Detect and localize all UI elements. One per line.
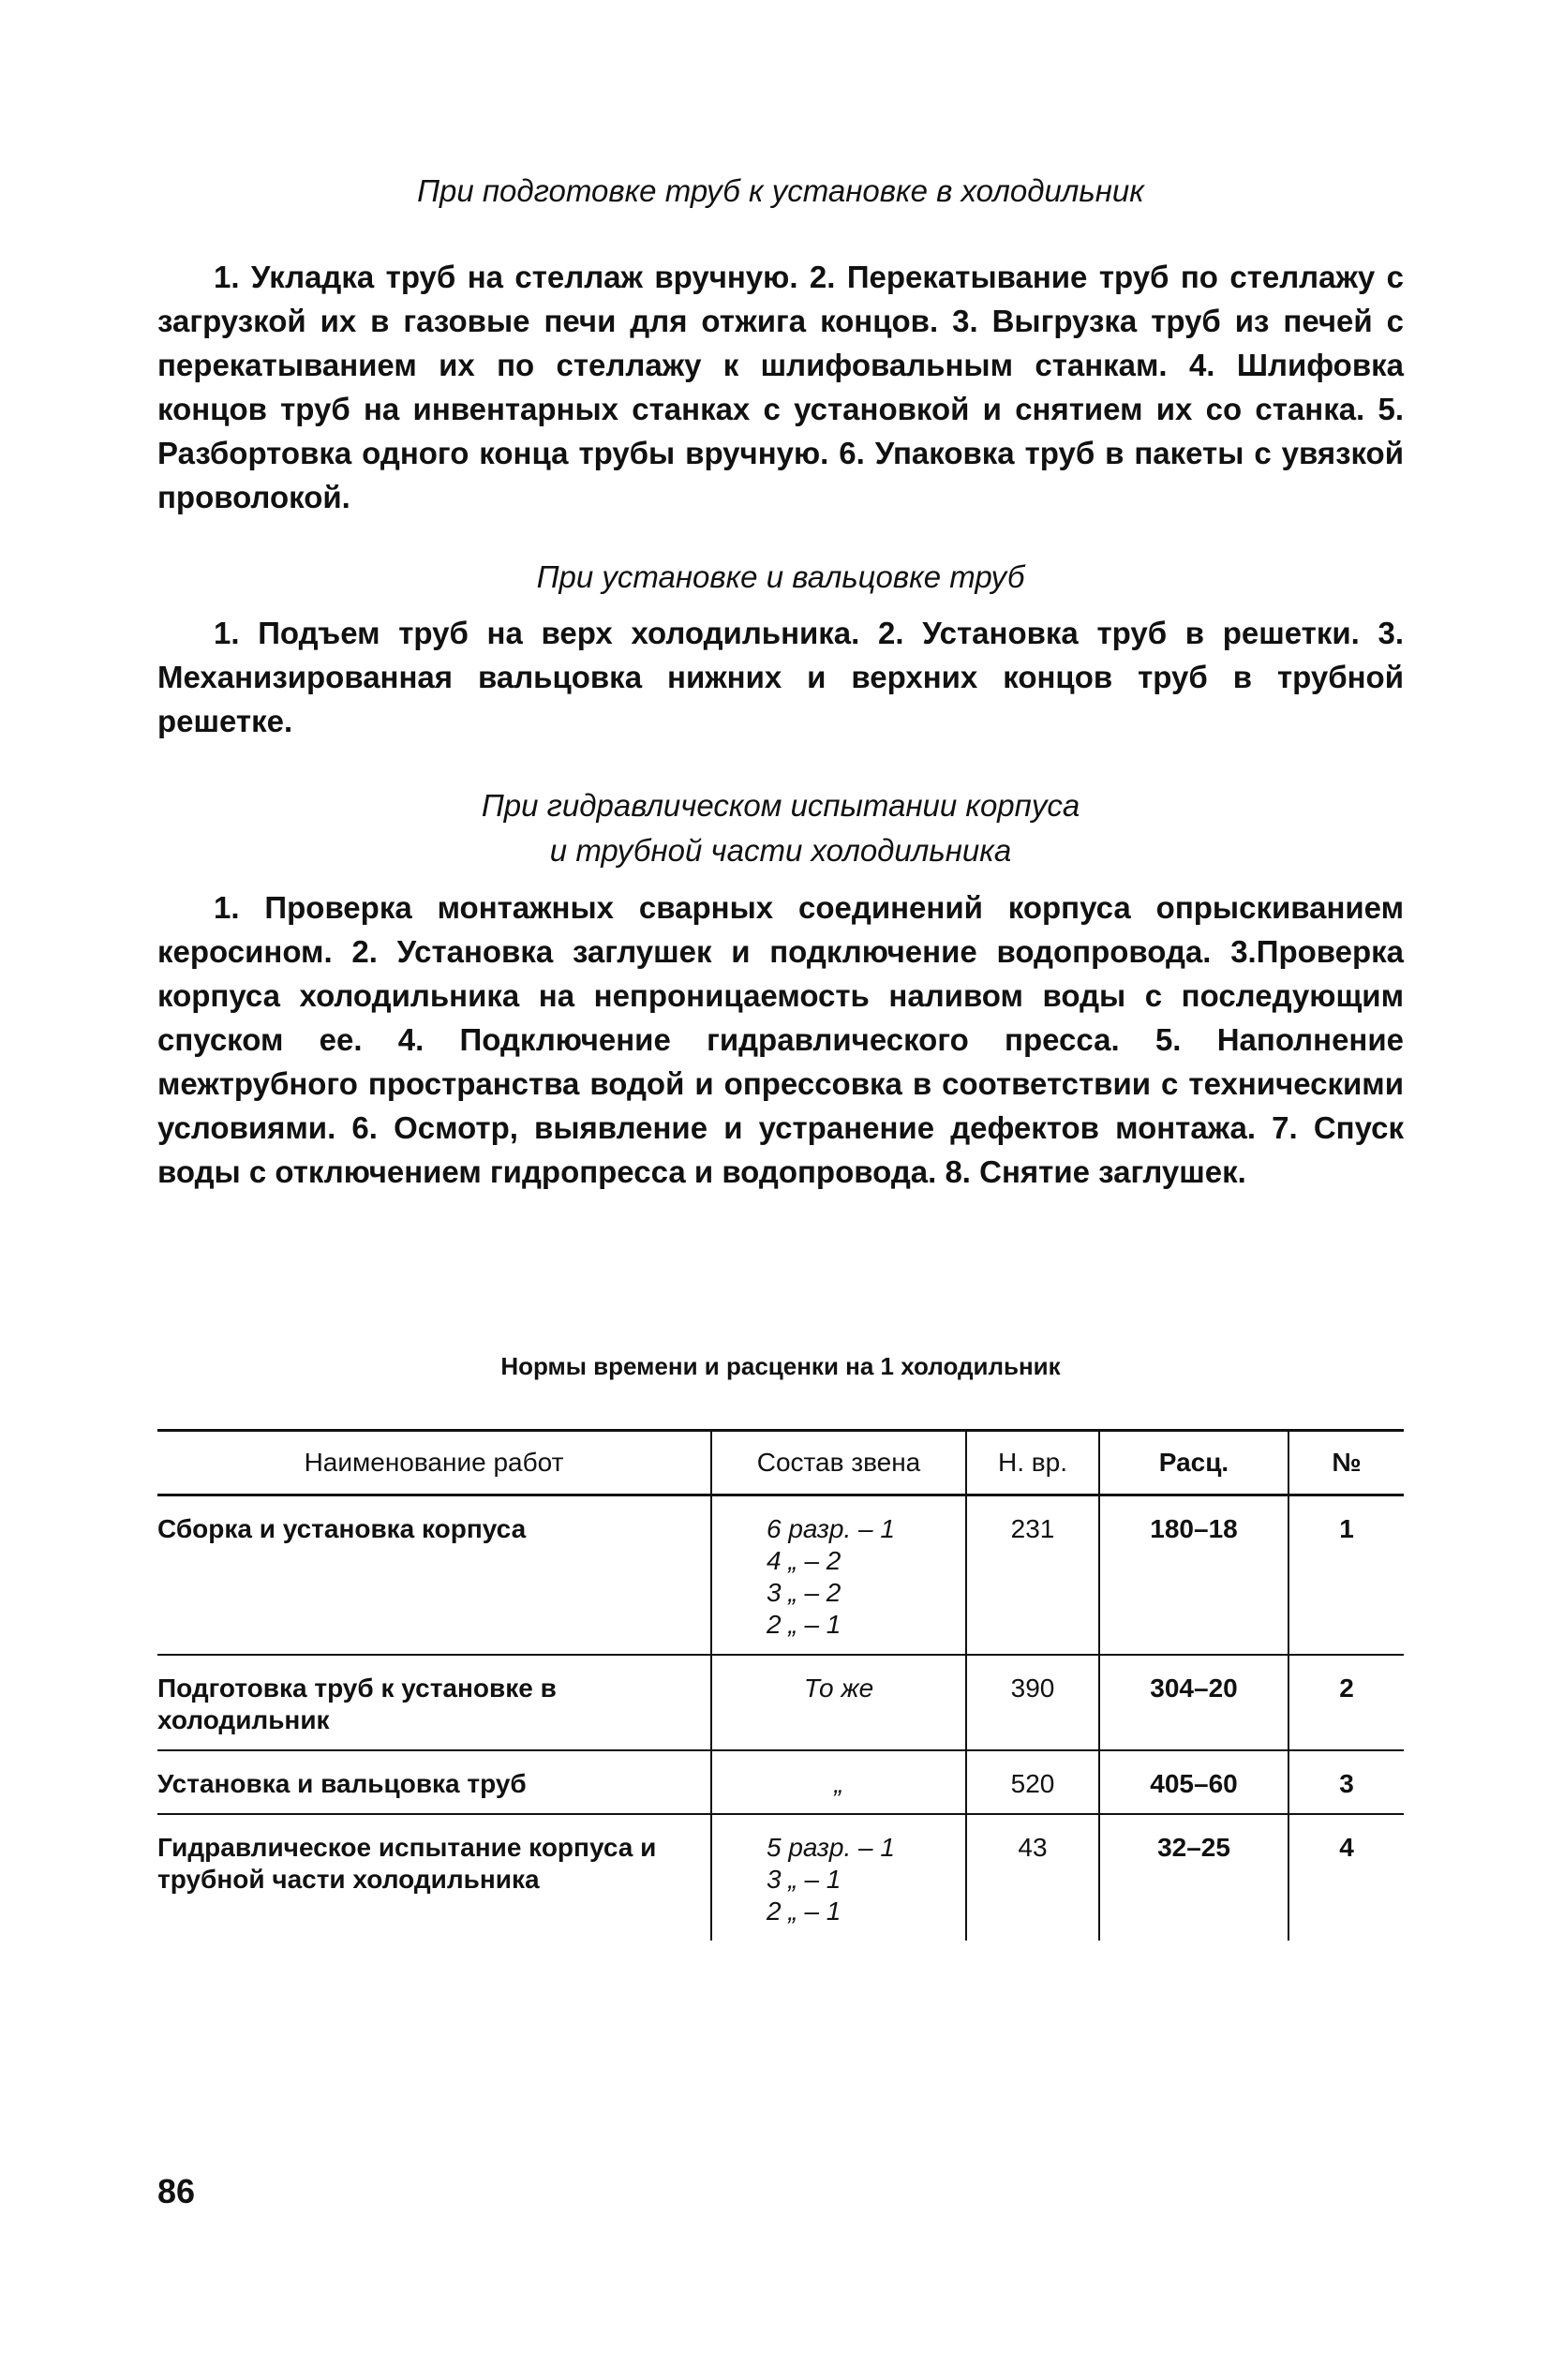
row-3-crew	[711, 1750, 966, 1814]
section-2-text	[157, 611, 1404, 743]
row-2-rate: 304–20	[1099, 1655, 1288, 1750]
row-1-num: 1	[1288, 1495, 1404, 1656]
section-3-text	[157, 885, 1404, 1194]
row-4-crew	[711, 1814, 966, 1941]
header-name: Наименование работ	[157, 1431, 711, 1495]
header-rate: Расц.	[1099, 1431, 1288, 1495]
table-header-row	[157, 1431, 1404, 1495]
section-2-heading	[157, 555, 1404, 600]
crew-line: 4 „ – 2	[767, 1546, 842, 1575]
row-2-norm: 390	[966, 1655, 1099, 1750]
header-num: №	[1288, 1431, 1404, 1495]
row-2-crew	[711, 1655, 966, 1750]
crew-line: 2 „ – 1	[767, 1610, 842, 1639]
row-3-name: Установка и вальцовка труб	[157, 1750, 711, 1814]
page-number: 86	[157, 2172, 196, 2210]
table-title: Нормы времени и расценки на 1 холодильник	[500, 1352, 1061, 1380]
row-2-name: Подготовка труб к установке в холодильник	[157, 1655, 711, 1750]
section-1-text-body: 1. Укладка труб на стеллаж вручную. 2. Перекатывание труб по стеллажу с загрузкой их в газовые печи для отжига концов. 3. Выгрузка труб из печей с перекатыванием их по стеллажу к шлифовальным станкам. 4. Шлифовка концов труб на инвентарных станках с установкой и снятием их со станка. 5. Разбортовка одного конца трубы вручную. 6. Упаковка труб в пакеты с увязкой проволокой.	[157, 260, 1404, 514]
crew-line: 3 „ – 1	[767, 1865, 842, 1894]
header-crew: Состав звена	[711, 1431, 966, 1495]
table-row	[157, 1814, 1404, 1941]
norms-table	[157, 1429, 1404, 1941]
table-row	[157, 1655, 1404, 1750]
table-row	[157, 1495, 1404, 1656]
section-1-text	[157, 255, 1404, 519]
section-3-heading	[157, 783, 1404, 873]
crew-line: 3 „ – 2	[767, 1578, 842, 1607]
header-norm: Н. вр.	[966, 1431, 1099, 1495]
section-1-heading	[157, 169, 1404, 214]
row-3-rate: 405–60	[1099, 1750, 1288, 1814]
section-3-heading-line-1: При гидравлическом испытании корпуса	[481, 788, 1080, 823]
row-4-rate: 32–25	[1099, 1814, 1288, 1941]
crew-line: 5 разр. – 1	[767, 1833, 895, 1862]
section-2-text-body: 1. Подъем труб на верх холодильника. 2. Установка труб в решетки. 3. Механизированная вальцовка нижних и верхних концов труб в трубной решетке.	[157, 616, 1404, 738]
row-1-name: Сборка и установка корпуса	[157, 1495, 711, 1656]
crew-line: 2 „ – 1	[767, 1897, 842, 1926]
crew-line: 6 разр. – 1	[767, 1514, 895, 1543]
row-4-num: 4	[1288, 1814, 1404, 1941]
crew-line: „	[834, 1769, 843, 1798]
crew-line: То же	[803, 1673, 874, 1703]
row-4-norm: 43	[966, 1814, 1099, 1941]
section-2-heading-line: При установке и вальцовке труб	[536, 559, 1025, 594]
row-3-num: 3	[1288, 1750, 1404, 1814]
row-3-norm: 520	[966, 1750, 1099, 1814]
row-1-rate: 180–18	[1099, 1495, 1288, 1656]
row-1-crew	[711, 1495, 966, 1656]
table-row	[157, 1750, 1404, 1814]
section-1-heading-line: При подготовке труб к установке в холодильник	[417, 173, 1144, 208]
row-2-num: 2	[1288, 1655, 1404, 1750]
section-3-text-body: 1. Проверка монтажных сварных соединений корпуса опрыскиванием керосином. 2. Установка заглушек и подключение водопровода. 3.Проверка корпуса холодильника на непроницаемость наливом воды с последующим спуском ее. 4. Подключение гидравлического пресса. 5. Наполнение межтрубного пространства водой и опрессовка в соответствии с техническими условиями. 6. Осмотр, выявление и устранение дефектов монтажа. 7. Спуск воды с отключением гидропресса и водопровода. 8. Снятие заглушек.	[157, 890, 1404, 1189]
row-4-name: Гидравлическое испытание корпуса и трубной части холодильника	[157, 1833, 657, 1894]
row-1-norm: 231	[966, 1495, 1099, 1656]
section-3-heading-line-2: и трубной части холодильника	[549, 833, 1012, 868]
